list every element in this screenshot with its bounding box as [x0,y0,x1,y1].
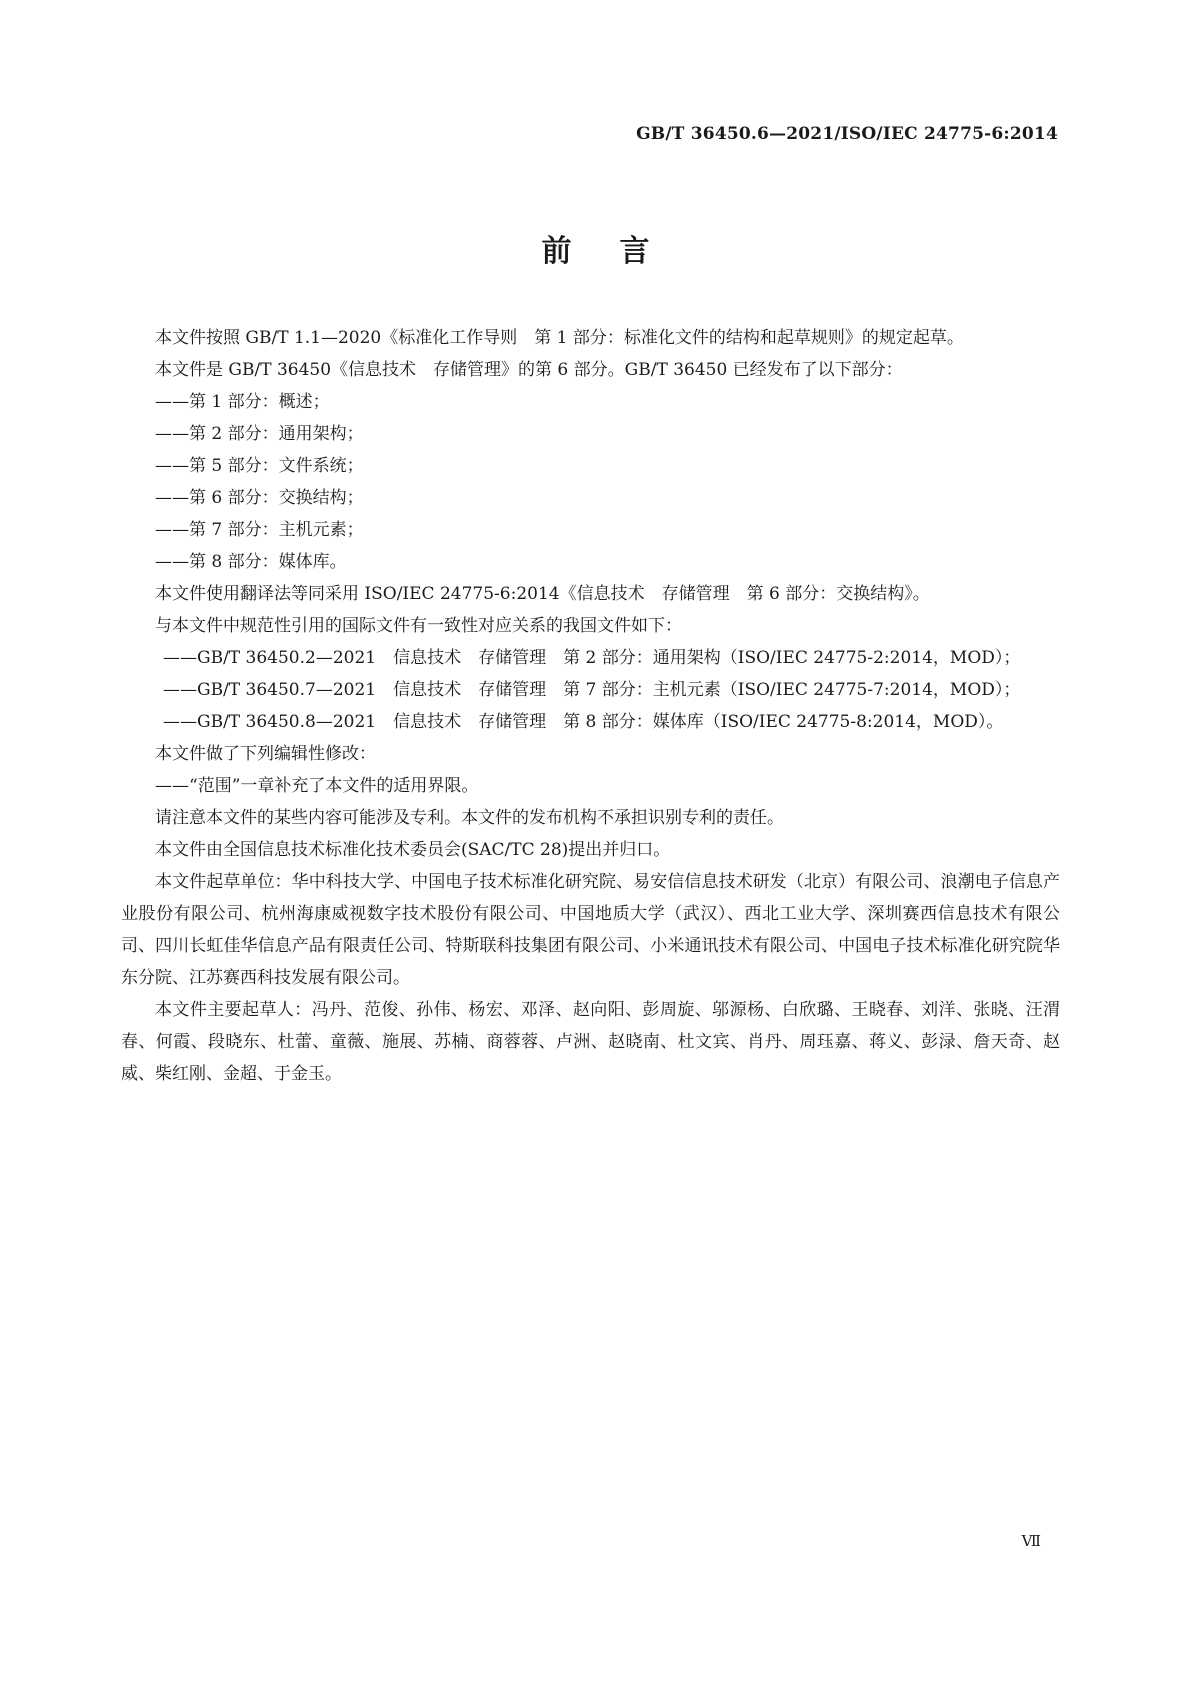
reference-item: ——GB/T 36450.7—2021 信息技术 存储管理 第 7 部分：主机元素（ISO/IEC 24775-7:2014，MOD）； [163,680,1021,700]
paragraph-parts-intro: 本文件是 GB/T 36450《信息技术 存储管理》的第 6 部分。GB/T 36450 已经发布了以下部分： [155,360,903,380]
standard-number-header: GB/T 36450.6—2021/ISO/IEC 24775-6:2014 [636,124,1058,144]
list-item: ——第 7 部分：主机元素； [155,520,364,540]
reference-item: ——GB/T 36450.8—2021 信息技术 存储管理 第 8 部分：媒体库（ISO/IEC 24775-8:2014，MOD）。 [163,712,1004,732]
list-item: ——第 1 部分：概述； [155,392,330,412]
list-item: ——第 5 部分：文件系统； [155,456,364,476]
paragraph-drafting-units: 本文件起草单位：华中科技大学、中国电子技术标准化研究院、易安信信息技术研发（北京）有限公司、浪潮电子信息产业股份有限公司、杭州海康威视数字技术股份有限公司、中国地质大学（武汉）、西北工业大学、深圳赛西信息技术有限公司、四川长虹佳华信息产品有限责任公司、特斯联科技集团有限公司、小米通讯技术有限公司、中国电子技术标准化研究院华东分院、江苏赛西科技发展有限公司。 [121,872,1060,988]
paragraph-drafters: 本文件主要起草人：冯丹、范俊、孙伟、杨宏、邓泽、赵向阳、彭周旋、邬源杨、白欣璐、王晓春、刘洋、张晓、汪渭春、何霞、段晓东、杜蕾、童薇、施展、苏楠、商蓉蓉、卢洲、赵晓南、杜文宾、肖丹、周珏嘉、蒋义、彭渌、詹天奇、赵威、柴红刚、金超、于金玉。 [121,1000,1060,1084]
edit-item: ——“范围”一章补充了本文件的适用界限。 [155,776,479,796]
reference-item: ——GB/T 36450.2—2021 信息技术 存储管理 第 2 部分：通用架构（ISO/IEC 24775-2:2014，MOD）； [163,648,1021,668]
paragraph-adoption: 本文件使用翻译法等同采用 ISO/IEC 24775-6:2014《信息技术 存储管理 第 6 部分：交换结构》。 [155,584,930,604]
list-item: ——第 2 部分：通用架构； [155,424,364,444]
paragraph-patent-notice: 请注意本文件的某些内容可能涉及专利。本文件的发布机构不承担识别专利的责任。 [155,808,784,828]
foreword-body [121,322,1060,1090]
paragraph-drafting-rules: 本文件按照 GB/T 1.1—2020《标准化工作导则 第 1 部分：标准化文件的结构和起草规则》的规定起草。 [155,328,964,348]
page-title: 前言 [541,234,698,269]
list-item: ——第 8 部分：媒体库。 [155,552,347,572]
paragraph-committee: 本文件由全国信息技术标准化技术委员会(SAC/TC 28)提出并归口。 [155,840,671,860]
page-number: Ⅶ [1021,1532,1041,1550]
paragraph-references-intro: 与本文件中规范性引用的国际文件有一致性对应关系的我国文件如下： [155,616,682,636]
paragraph-edits-intro: 本文件做了下列编辑性修改： [155,744,376,764]
list-item: ——第 6 部分：交换结构； [155,488,364,508]
